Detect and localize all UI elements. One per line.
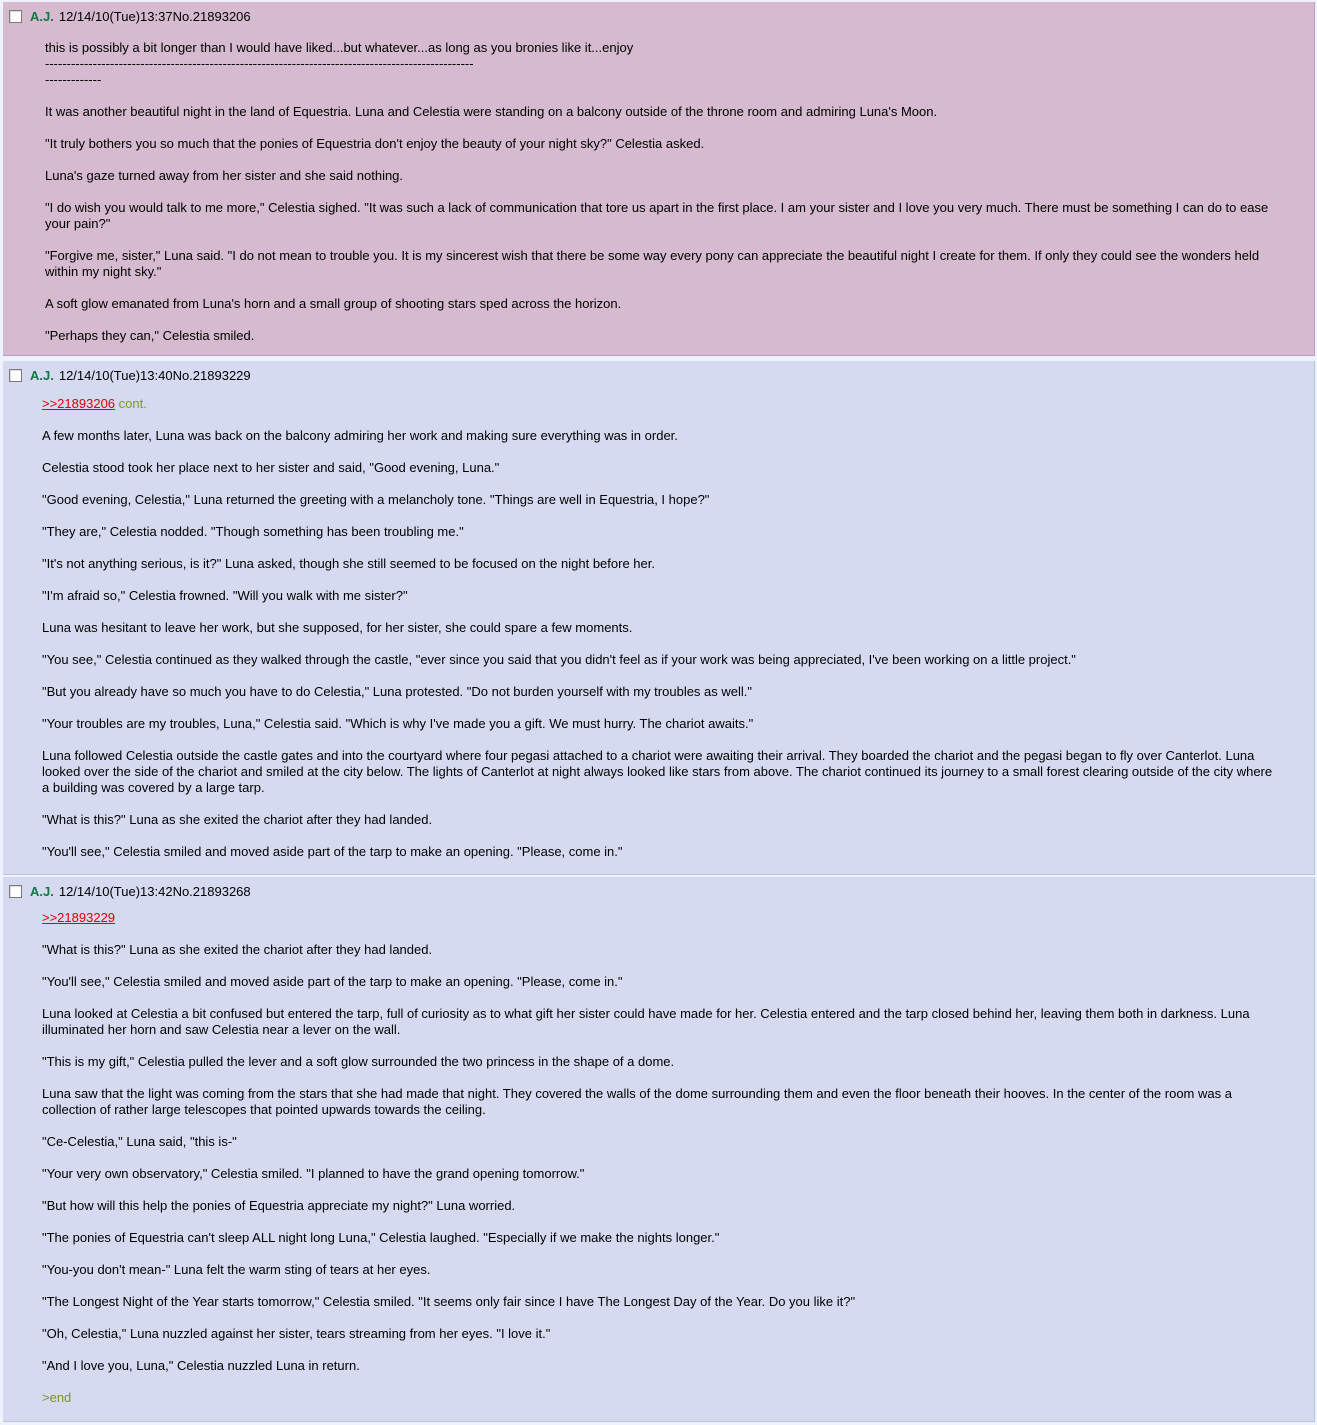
- message-paragraph: "The Longest Night of the Year starts tomorrow," Celestia smiled. "It seems only fair since I have The Longest Day of the Year. Do you like it?": [42, 1294, 856, 1309]
- quote-line: [42, 910, 1274, 926]
- post-21893229: [3, 361, 1315, 875]
- message-paragraph: "You-you don't mean-" Luna felt the warm sting of tears at her eyes.: [42, 1262, 431, 1277]
- message-paragraph: "They are," Celestia nodded. "Though something has been troubling me.": [42, 524, 464, 539]
- message-line: this is possibly a bit longer than I would have liked...but whatever...as long as you bronies like it...enjoy: [45, 40, 634, 55]
- message-paragraph: A few months later, Luna was back on the balcony admiring her work and making sure everything was in order.: [42, 428, 678, 443]
- message-paragraph: "What is this?" Luna as she exited the chariot after they had landed.: [42, 812, 433, 827]
- message-paragraph: "What is this?" Luna as she exited the chariot after they had landed.: [42, 942, 433, 957]
- poster-name: A.J.: [30, 367, 54, 383]
- message-paragraph: A soft glow emanated from Luna's horn and a small group of shooting stars sped across the horizon.: [45, 296, 622, 311]
- post-header: [9, 8, 251, 24]
- message-paragraph: Luna saw that the light was coming from the stars that she had made that night. They covered the walls of the dome surrounding them and even the floor beneath their hooves. In the center of the room was a collection of rather large telescopes that pointed upwards towards the ceiling.: [42, 1086, 1236, 1117]
- message-paragraph: "Your very own observatory," Celestia smiled. "I planned to have the grand opening tomorrow.": [42, 1166, 585, 1181]
- post-message: [42, 396, 1274, 860]
- post-header: [9, 883, 251, 899]
- message-paragraph: "I'm afraid so," Celestia frowned. "Will you walk with me sister?": [42, 588, 408, 603]
- post-number-link[interactable]: No.21893229: [172, 367, 251, 383]
- message-paragraph: Celestia stood took her place next to her sister and said, "Good evening, Luna.": [42, 460, 500, 475]
- message-divider: ---------------------------------------------------------------------------------------------------: [45, 56, 474, 71]
- post-datetime: 12/14/10(Tue)13:37: [58, 8, 173, 24]
- message-paragraph: "It's not anything serious, is it?" Luna asked, though she still seemed to be focused on the night before her.: [42, 556, 655, 571]
- message-paragraph: "Ce-Celestia," Luna said, "this is-": [42, 1134, 237, 1149]
- message-paragraph: Luna's gaze turned away from her sister and she said nothing.: [45, 168, 404, 183]
- message-divider: -------------: [45, 72, 102, 87]
- message-paragraph: "I do wish you would talk to me more," Celestia sighed. "It was such a lack of communication that tore us apart in the first place. I am your sister and I love you very much. There must be something I can do to ease your pain?": [45, 200, 1272, 231]
- message-paragraph: "Oh, Celestia," Luna nuzzled against her sister, tears streaming from her eyes. "I love it.": [42, 1326, 551, 1341]
- poster-name: A.J.: [30, 883, 54, 899]
- post-header: [9, 367, 251, 383]
- message-paragraph: "Forgive me, sister," Luna said. "I do not mean to trouble you. It is my sincerest wish that there be some way every pony can appreciate the beautiful night I create for them. If only they could see the wonders held within my night sky.": [45, 248, 1263, 279]
- post-21893206: [3, 2, 1315, 356]
- message-paragraph: It was another beautiful night in the land of Equestria. Luna and Celestia were standing on a balcony outside of the throne room and admiring Luna's Moon.: [45, 104, 938, 119]
- message-paragraph: "Good evening, Celestia," Luna returned the greeting with a melancholy tone. "Things are well in Equestria, I hope?": [42, 492, 710, 507]
- message-paragraph: Luna looked at Celestia a bit confused but entered the tarp, full of curiosity as to what gift her sister could have made for her. Celestia entered and the tarp closed behind her, leaving them both in darkness. Luna illuminated her horn and saw Celestia near a lever on the wall.: [42, 1006, 1254, 1037]
- message-paragraph: "You'll see," Celestia smiled and moved aside part of the tarp to make an opening. "Please, come in.": [42, 974, 623, 989]
- message-paragraph: "You see," Celestia continued as they walked through the castle, "ever since you said that you didn't feel as if your work was being appreciated, I've been working on a little project.": [42, 652, 1076, 667]
- post-21893268: [3, 877, 1315, 1422]
- message-paragraph: "You'll see," Celestia smiled and moved aside part of the tarp to make an opening. "Please, come in.": [42, 844, 623, 859]
- message-paragraph: "But how will this help the ponies of Equestria appreciate my night?" Luna worried.: [42, 1198, 516, 1213]
- message-paragraph: Luna was hesitant to leave her work, but she supposed, for her sister, she could spare a few moments.: [42, 620, 633, 635]
- poster-name: A.J.: [30, 8, 54, 24]
- quote-suffix: cont.: [118, 396, 147, 411]
- post-select-checkbox[interactable]: [9, 369, 22, 382]
- quote-link[interactable]: >>21893229: [42, 910, 116, 925]
- message-paragraph: "But you already have so much you have to do Celestia," Luna protested. "Do not burden yourself with my troubles as well.": [42, 684, 753, 699]
- message-paragraph: Luna followed Celestia outside the castle gates and into the courtyard where four pegasi attached to a chariot were awaiting their arrival. They boarded the chariot and the pegasi began to fly over Canterlot. Luna looked over the side of the chariot and smiled at the city below. The lights of Canterlot at night always looked like stars from above. The chariot continued its journey to a small forest clearing outside of the city where a building was covered by a large tarp.: [42, 748, 1276, 795]
- post-select-checkbox[interactable]: [9, 10, 22, 23]
- message-paragraph: "And I love you, Luna," Celestia nuzzled Luna in return.: [42, 1358, 360, 1373]
- greentext-line: >end: [42, 1390, 72, 1405]
- message-paragraph: "The ponies of Equestria can't sleep ALL night long Luna," Celestia laughed. "Especially if we make the nights longer.": [42, 1230, 720, 1245]
- message-paragraph: "Perhaps they can," Celestia smiled.: [45, 328, 255, 343]
- message-paragraph: "This is my gift," Celestia pulled the lever and a soft glow surrounded the two princess in the shape of a dome.: [42, 1054, 675, 1069]
- message-paragraph: "It truly bothers you so much that the ponies of Equestria don't enjoy the beauty of your night sky?" Celestia asked.: [45, 136, 705, 151]
- post-select-checkbox[interactable]: [9, 885, 22, 898]
- post-message: [45, 40, 1274, 344]
- post-datetime: 12/14/10(Tue)13:40: [58, 367, 173, 383]
- post-datetime: 12/14/10(Tue)13:42: [58, 883, 173, 899]
- post-message: [42, 910, 1274, 1406]
- post-number-link[interactable]: No.21893268: [172, 883, 251, 899]
- message-paragraph: "Your troubles are my troubles, Luna," Celestia said. "Which is why I've made you a gift. We must hurry. The chariot awaits.": [42, 716, 754, 731]
- quote-link[interactable]: >>21893206: [42, 396, 116, 411]
- post-number-link[interactable]: No.21893206: [172, 8, 251, 24]
- quote-line: [42, 396, 1274, 412]
